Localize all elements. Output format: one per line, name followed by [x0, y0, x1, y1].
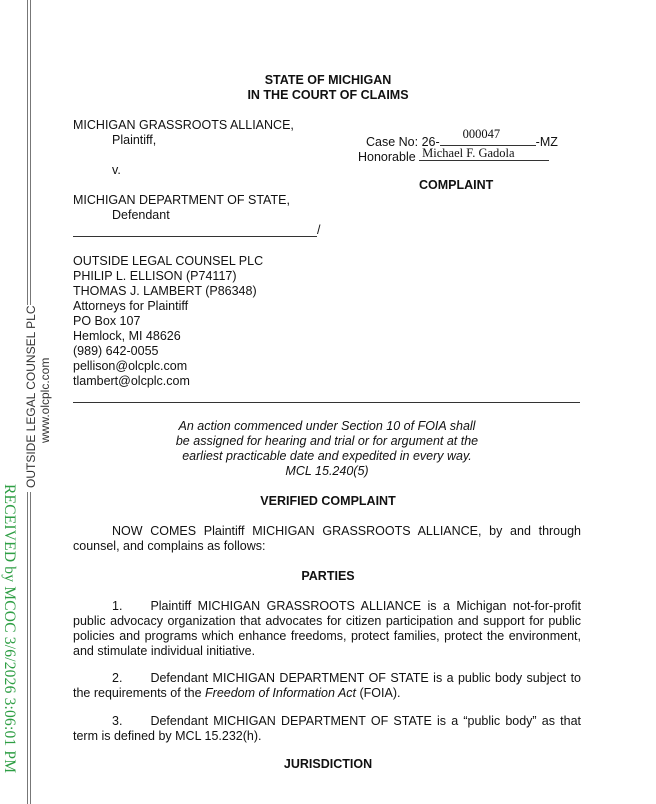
received-stamp-text: RECEIVED by MCOC 3/6/2026 3:06:01 PM: [1, 484, 18, 774]
case-number-label: Case No: 26-: [366, 135, 440, 149]
notice-line: earliest practicable date and expedited in every way.: [182, 449, 472, 463]
intro-paragraph: NOW COMES Plaintiff MICHIGAN GRASSROOTS ALLIANCE, by and through counsel, and complains as follows:: [73, 524, 581, 553]
counsel-line: Hemlock, MI 48626: [73, 329, 181, 343]
paragraph-2-text-end: (FOIA).: [356, 686, 401, 700]
firm-url-margin-text: www.olcplc.com: [38, 357, 52, 443]
counsel-line: (989) 642-0055: [73, 344, 159, 358]
paragraph-3-number: 3.: [112, 714, 123, 728]
received-stamp: [0, 484, 20, 804]
versus-text: v.: [112, 163, 121, 177]
case-number-blank: [440, 127, 536, 146]
counsel-line: tlambert@olcplc.com: [73, 374, 190, 388]
paragraph-2: [73, 671, 581, 701]
defendant-role: Defendant: [112, 208, 170, 222]
paragraph-3-text: Defendant MICHIGAN DEPARTMENT OF STATE is a “public body” as that term is defined by MCL 15.232(h).: [73, 714, 581, 743]
paragraph-1-number: 1.: [112, 599, 123, 613]
caption-underline: [73, 236, 317, 237]
court-name-heading: IN THE COURT OF CLAIMS: [247, 88, 409, 102]
counsel-line: PHILIP L. ELLISON (P74117): [73, 269, 237, 283]
document-type: COMPLAINT: [419, 178, 494, 192]
notice-line: be assigned for hearing and trial or for argument at the: [175, 434, 479, 448]
firm-margin-text: OUTSIDE LEGAL COUNSEL PLC: [24, 305, 38, 488]
paragraph-1: [73, 599, 581, 659]
defendant-name: MICHIGAN DEPARTMENT OF STATE,: [73, 193, 290, 207]
judge-name: Michael F. Gadola: [422, 146, 515, 160]
plaintiff-name: MICHIGAN GRASSROOTS ALLIANCE,: [73, 118, 294, 132]
paragraph-2-text: Defendant MICHIGAN DEPARTMENT OF STATE is a public body subject to the requirements of the: [73, 671, 581, 700]
counsel-line: PO Box 107: [73, 314, 141, 328]
counsel-block: [73, 254, 263, 389]
counsel-line: Attorneys for Plaintiff: [73, 299, 189, 313]
case-number-value: 000047: [462, 127, 501, 141]
section-divider: [73, 402, 580, 403]
margin-rule-top-inner: [30, 0, 31, 305]
notice-citation: MCL 15.240(5): [285, 464, 369, 478]
parties-heading: PARTIES: [301, 569, 355, 583]
paragraph-1-text: Plaintiff MICHIGAN GRASSROOTS ALLIANCE is a Michigan not-for-profit public advocacy organization that advocates for citizen participation and support for public policies and programs which enhance freedoms, protect families, protect the environment, and stimulate individual initiative.: [73, 599, 581, 658]
judge-label: Honorable: [358, 150, 416, 164]
judge-field: [358, 148, 549, 165]
expedite-notice: [73, 419, 581, 479]
foia-title: Freedom of Information Act: [205, 686, 357, 700]
counsel-line: pellison@olcplc.com: [73, 359, 188, 373]
judge-blank: [419, 148, 549, 161]
court-state-heading: STATE OF MICHIGAN: [264, 73, 392, 87]
case-number-suffix: -MZ: [535, 135, 558, 149]
counsel-line: THOMAS J. LAMBERT (P86348): [73, 284, 257, 298]
paragraph-3: [73, 714, 581, 744]
verified-complaint-heading: VERIFIED COMPLAINT: [260, 494, 396, 508]
caption-slash: /: [317, 223, 321, 237]
plaintiff-role: Plaintiff,: [112, 133, 157, 147]
margin-rule-top: [27, 0, 28, 305]
notice-line: An action commenced under Section 10 of FOIA shall: [178, 419, 476, 433]
paragraph-2-number: 2.: [112, 671, 123, 685]
jurisdiction-heading: JURISDICTION: [283, 757, 373, 771]
counsel-line: OUTSIDE LEGAL COUNSEL PLC: [73, 254, 264, 268]
